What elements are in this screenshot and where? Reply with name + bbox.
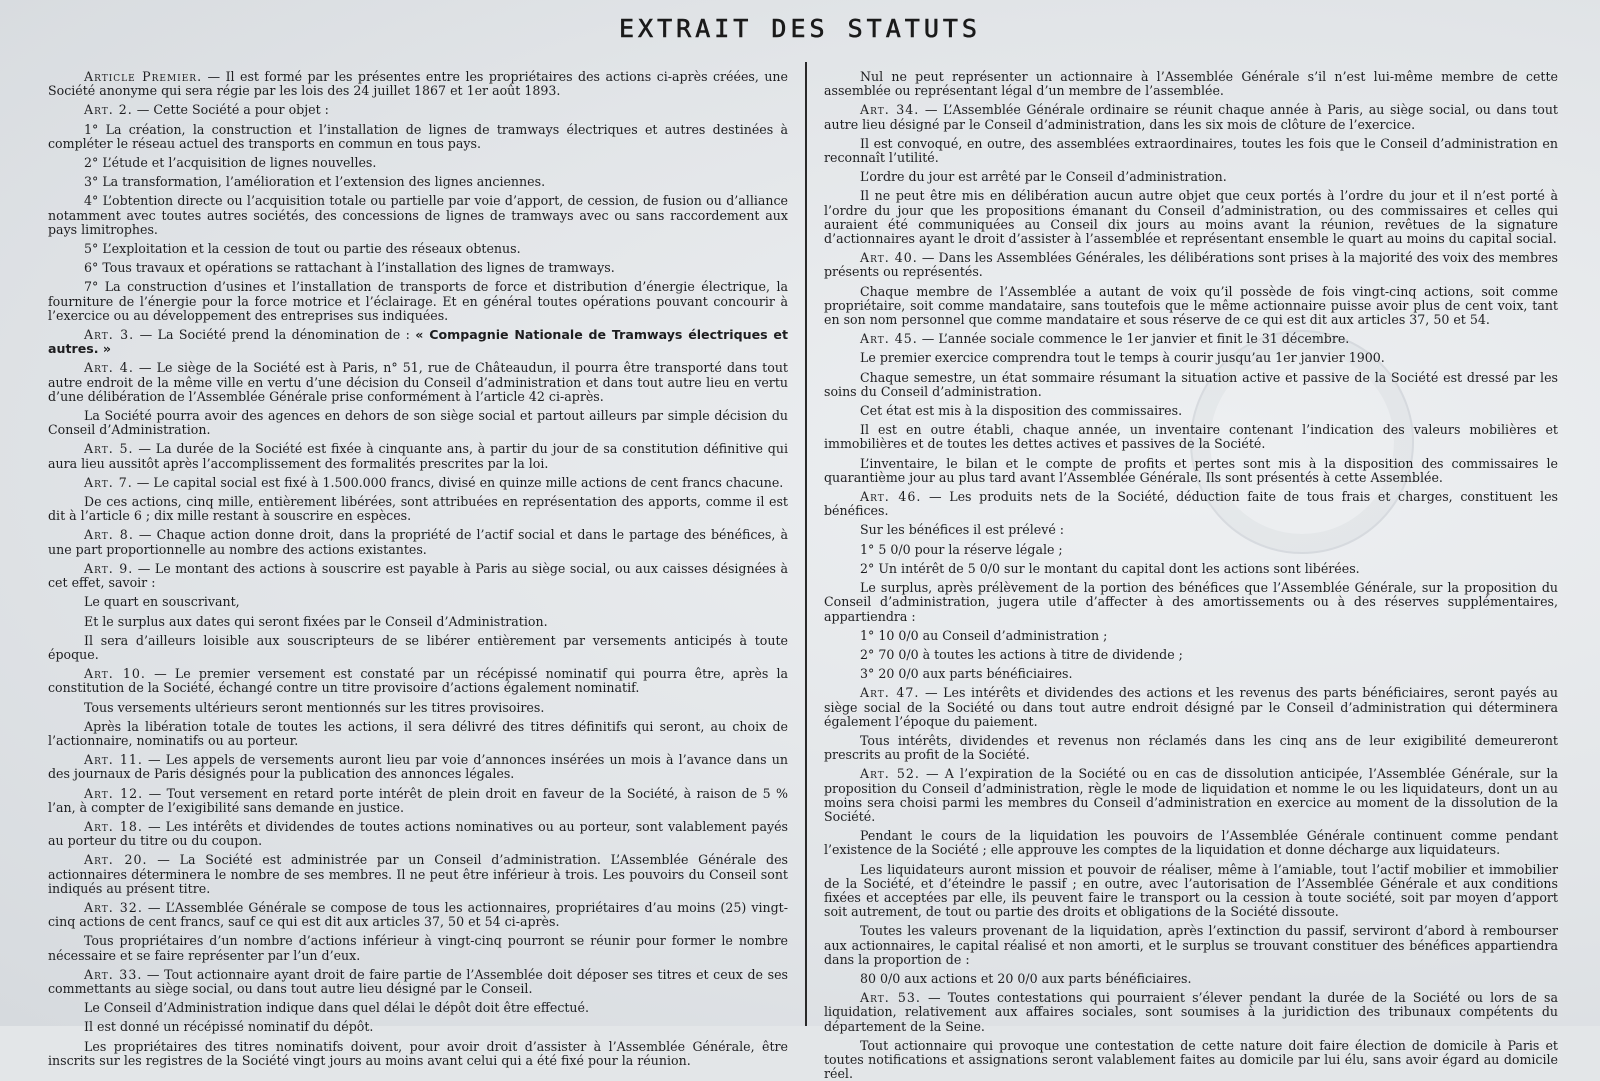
article-paragraph bbox=[824, 332, 1558, 346]
article-number: Art. 9. bbox=[84, 560, 134, 576]
column-divider bbox=[805, 62, 807, 1026]
article-number: Art. 7. bbox=[84, 474, 133, 490]
article-paragraph bbox=[824, 457, 1558, 485]
article-text: — La Société prend la dénomination de : bbox=[134, 327, 416, 343]
article-paragraph bbox=[824, 686, 1558, 729]
article-text: — Chaque action donne droit, dans la propriété de l’actif social et dans le partage des bénéfices, à une part proportionnelle au nombre des actions existantes. bbox=[48, 527, 788, 557]
article-text: Le quart en souscrivant, bbox=[84, 594, 240, 610]
article-text: — Il est formé par les présentes entre les propriétaires des actions ci-après créées, une Société anonyme qui sera régie par les lois des 24 juillet 1867 et 1er août 1893. bbox=[48, 69, 788, 99]
article-paragraph bbox=[824, 70, 1558, 98]
article-text: — Les intérêts et dividendes des actions et les revenus des parts bénéficiaires, seront payés au siège social de la Société ou dans tout autre endroit désigné par le Conseil d’administration qui déterminera également l’époque du paiement. bbox=[824, 685, 1558, 729]
article-paragraph bbox=[48, 753, 788, 781]
article-number: Art. 18. bbox=[84, 818, 143, 834]
article-text: — L’année sociale commence le 1er janvier et finit le 31 décembre. bbox=[917, 331, 1350, 347]
article-text: 1° La création, la construction et l’installation de lignes de tramways électriques et autres destinées à compléter le réseau actuel des transports en commun en tous pays. bbox=[48, 121, 788, 151]
article-text: Il ne peut être mis en délibération aucun autre objet que ceux portés à l’ordre du jour et il n’est porté à l’ordre du jour que les propositions émanant du Conseil d’administration, ou des commissaires et celles qui auraient été communiquées au Conseil dix jours au moins avant la réunion, revêtues de la signature d’actionnaires ayant le droit d’assister à l’assemblée et représentant ensemble le quart au moins du capital social. bbox=[824, 188, 1558, 247]
article-paragraph bbox=[824, 543, 1558, 557]
article-paragraph bbox=[48, 787, 788, 815]
left-column bbox=[48, 69, 788, 1068]
page-title: EXTRAIT DES STATUTS bbox=[619, 14, 981, 43]
article-paragraph bbox=[48, 615, 788, 629]
article-paragraph bbox=[824, 523, 1558, 537]
article-number: Art. 53. bbox=[860, 990, 921, 1006]
article-text: 6° Tous travaux et opérations se rattachant à l’installation des lignes de tramways. bbox=[84, 260, 615, 276]
article-text: Après la libération totale de toutes les actions, il sera délivré des titres définitifs qui seront, au choix de l’actionnaire, nominatifs ou au porteur. bbox=[48, 718, 788, 748]
article-paragraph bbox=[824, 103, 1558, 131]
article-paragraph bbox=[48, 720, 788, 748]
article-paragraph bbox=[48, 968, 788, 996]
article-text: — L’Assemblée Générale se compose de tous les actionnaires, propriétaires d’au moins (25) vingt-cinq actions de cent francs, sauf ce qui est dit aux articles 37, 50 et 54 ci-après. bbox=[48, 899, 788, 930]
article-paragraph bbox=[48, 820, 788, 848]
article-text: — Cette Société a pour objet : bbox=[132, 102, 329, 118]
article-text: 4° L’obtention directe ou l’acquisition totale ou partielle par voie d’apport, de cession, de fusion ou d’alliance notamment avec toutes autres sociétés, des concessions de lignes de tramways avec ou sans raccordement aux pays limitrophes. bbox=[48, 193, 788, 237]
article-number: Art. 32. bbox=[84, 899, 143, 915]
article-text: — Le premier versement est constaté par un récépissé nominatif qui pourra être, après la constitution de la Société, échangé contre un titre provisoire d’actions également nominatif. bbox=[48, 666, 788, 696]
article-text: La Société pourra avoir des agences en dehors de son siège social et partout ailleurs par simple décision du Conseil d’Administration. bbox=[48, 408, 788, 438]
article-paragraph bbox=[824, 371, 1558, 399]
article-paragraph bbox=[48, 1001, 788, 1015]
article-number: Art. 10. bbox=[84, 666, 146, 682]
article-paragraph bbox=[48, 70, 788, 98]
article-paragraph bbox=[48, 528, 788, 556]
article-paragraph bbox=[824, 734, 1558, 762]
article-text: Les liquidateurs auront mission et pouvoir de réaliser, même à l’amiable, tout l’actif mobilier et immobilier de la Société, et d’éteindre le passif ; en outre, avec l’autorisation de l’Assemblée Générale et aux conditions fixées et acceptées par elle, ils peuvent faire le transport ou la cession à toute société, soit par moyen d’apport soit autrement, de tout ou partie des droits et obligations de la Société dissoute. bbox=[824, 861, 1558, 920]
article-text: 7° La construction d’usines et l’installation de transports de force et distribution d’énergie électrique, la fourniture de l’énergie pour la force motrice et l’éclairage. Et en général toutes opérations pouvant concourir à l’exercice ou au développement des entreprises sus indiquées. bbox=[48, 279, 788, 323]
article-number: Art. 11. bbox=[84, 752, 143, 768]
article-text: Sur les bénéfices il est prélevé : bbox=[860, 522, 1065, 538]
article-paragraph bbox=[48, 562, 788, 590]
article-number: Art. 5. bbox=[84, 441, 134, 457]
article-paragraph bbox=[824, 667, 1558, 681]
article-text: Cet état est mis à la disposition des commissaires. bbox=[860, 403, 1183, 419]
article-paragraph bbox=[48, 934, 788, 962]
article-paragraph bbox=[824, 404, 1558, 418]
article-paragraph bbox=[824, 972, 1558, 986]
article-text: Nul ne peut représenter un actionnaire à l’Assemblée Générale s’il n’est lui-même membre de cette assemblée ou représentant légal d’un membre de l’assemblée. bbox=[824, 69, 1558, 99]
article-paragraph bbox=[824, 863, 1558, 920]
article-text: Les propriétaires des titres nominatifs doivent, pour avoir droit d’assister à l’Assemblée Générale, être inscrits sur les registres de la Société vingt jours au moins avant celui qui a été fixé pour la réunion. bbox=[48, 1038, 788, 1068]
article-text: — Tout versement en retard porte intérêt de plein droit en faveur de la Société, à raison de 5 % l’an, à compter de l’exigibilité sans demande en justice. bbox=[48, 785, 788, 815]
article-text: — Dans les Assemblées Générales, les délibérations sont prises à la majorité des voix des membres présents ou représentés. bbox=[824, 250, 1558, 280]
article-paragraph bbox=[48, 103, 788, 117]
article-paragraph bbox=[48, 280, 788, 323]
article-paragraph bbox=[824, 189, 1558, 246]
article-text: — Toutes contestations qui pourraient s’élever pendant la durée de la Société ou lors de sa liquidation, relativement aux affaires sociales, sont soumises à la juridiction des tribunaux compétents du département de la Seine. bbox=[824, 990, 1558, 1034]
article-paragraph bbox=[48, 261, 788, 275]
article-paragraph bbox=[824, 924, 1558, 967]
article-paragraph bbox=[824, 490, 1558, 518]
article-paragraph bbox=[824, 562, 1558, 576]
article-paragraph bbox=[48, 175, 788, 189]
article-text: Tous intérêts, dividendes et revenus non réclamés dans les cinq ans de leur exigibilité demeureront prescrits au profit de la Société. bbox=[824, 732, 1558, 763]
article-paragraph bbox=[48, 156, 788, 170]
article-text: L’inventaire, le bilan et le compte de profits et pertes sont mis à la disposition des commissaires le quarantième jour au plus tard avant l’Assemblée Générale. Ils sont présentés à cette Assemblée. bbox=[824, 455, 1558, 485]
article-number: Art. 3. bbox=[84, 327, 135, 343]
article-text: Et le surplus aux dates qui seront fixées par le Conseil d’Administration. bbox=[84, 613, 548, 629]
article-text: 2° Un intérêt de 5 0/0 sur le montant du capital dont les actions sont libérées. bbox=[860, 560, 1360, 576]
article-paragraph bbox=[48, 1040, 788, 1068]
article-text: 1° 5 0/0 pour la réserve légale ; bbox=[860, 541, 1063, 557]
article-text: 3° 20 0/0 aux parts bénéficiaires. bbox=[860, 666, 1073, 682]
article-paragraph bbox=[48, 853, 788, 896]
article-paragraph bbox=[824, 991, 1558, 1034]
article-number: Art. 46. bbox=[860, 489, 922, 505]
article-paragraph bbox=[824, 137, 1558, 165]
article-paragraph bbox=[48, 328, 788, 356]
article-paragraph bbox=[824, 251, 1558, 279]
article-paragraph bbox=[48, 409, 788, 437]
article-number: Art. 2. bbox=[84, 102, 133, 118]
article-paragraph bbox=[48, 194, 788, 237]
article-text: Tout actionnaire qui provoque une contestation de cette nature doit faire élection de domicile à Paris et toutes notifications et assignations seront valablement faites au domicile par lui élu, sans avoir égard au domicile réel. bbox=[824, 1037, 1558, 1081]
article-number: Art. 20. bbox=[84, 852, 148, 868]
article-paragraph bbox=[48, 476, 788, 490]
article-text: — La Société est administrée par un Conseil d’administration. L’Assemblée Générale des actionnaires déterminera le nombre de ses membres. Il ne peut être inférieur à trois. Les pouvoirs du Conseil sont indiqués au présent titre. bbox=[48, 852, 788, 896]
article-text: — Le siège de la Société est à Paris, n° 51, rue de Châteaudun, il pourra être transporté dans tout autre endroit de la même ville en vertu d’une décision du Conseil d’administration et dans tout autre lieu en vertu d’une délibération de l’Assemblée Générale prise conformément à l’article 42 ci-après. bbox=[48, 360, 788, 404]
article-paragraph bbox=[824, 170, 1558, 184]
article-paragraph bbox=[824, 829, 1558, 857]
article-paragraph bbox=[48, 595, 788, 609]
article-number: Art. 8. bbox=[84, 527, 134, 543]
article-text: — A l’expiration de la Société ou en cas de dissolution anticipée, l’Assemblée Générale, sur la proposition du Conseil d’administration, règle le mode de liquidation et nomme le ou les liquidateurs, dont un au moins sera choisi parmi les membres du Conseil d’administration en exercice au moment de la dissolution de la Société. bbox=[824, 766, 1558, 824]
article-paragraph bbox=[824, 581, 1558, 624]
article-number: Art. 34. bbox=[860, 102, 920, 118]
article-number: Art. 40. bbox=[860, 250, 918, 266]
article-text: Le surplus, après prélèvement de la portion des bénéfices que l’Assemblée Générale, sur la proposition du Conseil d’administration, jugera utile d’affecter à des amortissements ou à des réserves supplémentaires, appartiendra : bbox=[824, 580, 1558, 624]
article-text: Tous propriétaires d’un nombre d’actions inférieur à vingt-cinq pourront se réunir pour former le nombre nécessaire et se faire représenter par l’un d’eux. bbox=[48, 933, 788, 963]
article-paragraph bbox=[48, 901, 788, 929]
article-paragraph bbox=[824, 767, 1558, 824]
article-text: — Tout actionnaire ayant droit de faire partie de l’Assemblée doit déposer ses titres et ceux de ses commettants au siège social, ou dans tout autre lieu désigné par le Conseil. bbox=[48, 966, 788, 996]
article-number: Art. 12. bbox=[84, 785, 144, 801]
article-text: Chaque membre de l’Assemblée a autant de voix qu’il possède de fois vingt-cinq actions, soit comme propriétaire, soit comme mandataire, sans toutefois que le même actionnaire puisse avoir plus de cent voix, tant en son nom personnel que comme mandataire et sous réserve de ce qui est dit aux articles 37, 50 et 54. bbox=[824, 283, 1558, 328]
article-number: Article Premier. bbox=[84, 69, 203, 84]
article-text: — Les appels de versements auront lieu par voie d’annonces insérées un mois à l’avance dans un des journaux de Paris désignés pour la publication des annonces légales. bbox=[48, 752, 788, 782]
article-text: — L’Assemblée Générale ordinaire se réunit chaque année à Paris, au siège social, ou dans tout autre lieu désigné par le Conseil d’administration, dans les six mois de clôture de l’exercice. bbox=[824, 102, 1558, 132]
article-paragraph bbox=[48, 634, 788, 662]
article-text: Le premier exercice comprendra tout le temps à courir jusqu’au 1er janvier 1900. bbox=[860, 350, 1385, 366]
company-name: « Compagnie Nationale de Tramways électriques et autres. » bbox=[48, 327, 788, 357]
article-number: Art. 47. bbox=[860, 685, 920, 701]
article-number: Art. 45. bbox=[860, 331, 918, 347]
article-paragraph bbox=[824, 285, 1558, 328]
article-paragraph bbox=[48, 1020, 788, 1034]
article-paragraph bbox=[48, 667, 788, 695]
article-text: L’ordre du jour est arrêté par le Conseil d’administration. bbox=[860, 169, 1227, 185]
article-text: — Le capital social est fixé à 1.500.000 francs, divisé en quinze mille actions de cent francs chacune. bbox=[132, 474, 784, 490]
article-text: — Le montant des actions à souscrire est payable à Paris au siège social, ou aux caisses désignées à cet effet, savoir : bbox=[48, 560, 788, 591]
article-text: De ces actions, cinq mille, entièrement libérées, sont attribuées en représentation des apports, comme il est dit à l’article 6 ; dix mille restant à souscrire en espèces. bbox=[48, 494, 788, 524]
article-text: — Les intérêts et dividendes de toutes actions nominatives ou au porteur, sont valablement payés au porteur du titre ou du coupon. bbox=[48, 818, 788, 849]
article-number: Art. 4. bbox=[84, 360, 134, 376]
article-text: 2° L’étude et l’acquisition de lignes nouvelles. bbox=[84, 155, 377, 171]
article-text: Chaque semestre, un état sommaire résumant la situation active et passive de la Société est dressé par les soins du Conseil d’administration. bbox=[824, 369, 1558, 399]
article-paragraph bbox=[48, 442, 788, 470]
article-text: — La durée de la Société est fixée à cinquante ans, à partir du jour de sa constitution définitive qui aura lieu aussitôt après l’accomplissement des formalités prescrites par la loi. bbox=[48, 441, 788, 471]
article-paragraph bbox=[48, 495, 788, 523]
article-text: 1° 10 0/0 au Conseil d’administration ; bbox=[860, 627, 1108, 643]
article-text: 80 0/0 aux actions et 20 0/0 aux parts bénéficiaires. bbox=[860, 970, 1192, 986]
article-paragraph bbox=[48, 361, 788, 404]
article-number: Art. 33. bbox=[84, 966, 143, 982]
article-paragraph bbox=[824, 351, 1558, 365]
article-paragraph bbox=[824, 423, 1558, 451]
article-text: Il sera d’ailleurs loisible aux souscripteurs de se libérer entièrement par versements anticipés à toute époque. bbox=[48, 632, 788, 662]
article-text: 2° 70 0/0 à toutes les actions à titre de dividende ; bbox=[860, 646, 1183, 662]
article-paragraph bbox=[824, 648, 1558, 662]
article-text: Pendant le cours de la liquidation les pouvoirs de l’Assemblée Générale continuent comme pendant l’existence de la Société ; elle approuve les comptes de la liquidation et donne décharge aux liquidateurs. bbox=[824, 828, 1558, 858]
article-paragraph bbox=[48, 123, 788, 151]
article-paragraph bbox=[824, 629, 1558, 643]
article-text: Toutes les valeurs provenant de la liquidation, après l’extinction du passif, serviront d’abord à rembourser aux actionnaires, le capital réalisé et non amorti, et le surplus se trouvant constituer des bénéfices appartiendra dans la proportion de : bbox=[824, 923, 1558, 967]
article-text: Il est donné un récépissé nominatif du dépôt. bbox=[84, 1019, 374, 1035]
article-number: Art. 52. bbox=[860, 766, 920, 782]
article-paragraph bbox=[48, 701, 788, 715]
article-text: Le Conseil d’Administration indique dans quel délai le dépôt doit être effectué. bbox=[84, 1000, 589, 1016]
article-text: Il est convoqué, en outre, des assemblées extraordinaires, toutes les fois que le Conseil d’administration en reconnaît l’utilité. bbox=[824, 135, 1558, 166]
article-text: Il est en outre établi, chaque année, un inventaire contenant l’indication des valeurs mobilières et immobilières et de toutes les dettes actives et passives de la Société. bbox=[824, 422, 1558, 452]
article-text: 5° L’exploitation et la cession de tout ou partie des réseaux obtenus. bbox=[84, 241, 521, 257]
article-paragraph bbox=[824, 1039, 1558, 1081]
article-text: — Les produits nets de la Société, déduction faite de tous frais et charges, constituent les bénéfices. bbox=[824, 489, 1558, 519]
article-text: Tous versements ultérieurs seront mentionnés sur les titres provisoires. bbox=[84, 699, 545, 715]
article-paragraph bbox=[48, 242, 788, 256]
article-text: 3° La transformation, l’amélioration et l’extension des lignes anciennes. bbox=[84, 174, 546, 190]
right-column bbox=[824, 69, 1558, 1081]
